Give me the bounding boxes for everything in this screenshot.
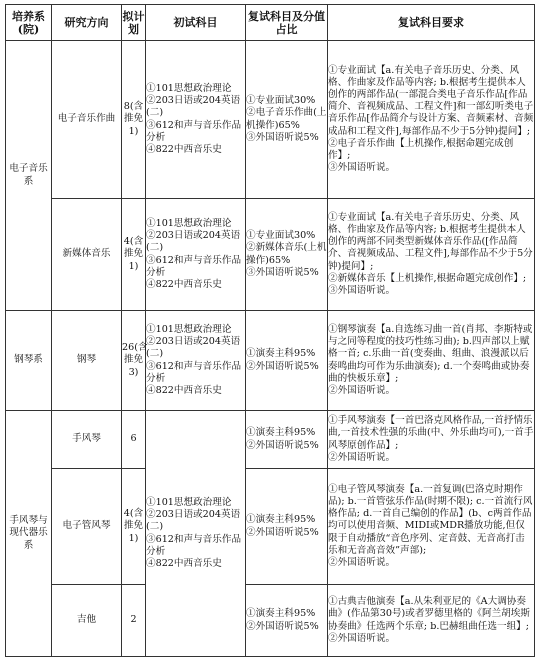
- retest-item: ①演奏主科95%: [246, 348, 316, 360]
- exam-cell: [146, 411, 246, 657]
- quota-cell: 4(含推免1): [122, 469, 146, 585]
- exam-item: ②203日语或204英语(二): [146, 230, 241, 254]
- header-exam: 初试科目: [146, 5, 246, 41]
- retest-item: ③外国语听说5%: [246, 266, 319, 278]
- requirement-item: ②新媒体音乐【上机操作,根据命题完成创作】;: [328, 272, 527, 284]
- dept-cell: 电子音乐系: [6, 41, 52, 311]
- requirements-cell: [328, 311, 535, 411]
- exam-item: ②203日语或204英语(二): [146, 509, 241, 533]
- direction-cell: 新媒体音乐: [52, 199, 122, 311]
- direction-cell: 吉他: [52, 585, 122, 657]
- header-quota: 拟计划: [122, 5, 146, 41]
- quota-cell: 26(含推免3): [122, 311, 146, 411]
- retest-item: ②外国语听说5%: [246, 439, 319, 451]
- table-row: [6, 311, 535, 411]
- header-direction: 研究方向: [52, 5, 122, 41]
- exam-item: ①101思想政治理论: [146, 496, 232, 508]
- retest-cell: [246, 41, 328, 199]
- requirement-item: ②外国语听说。: [328, 384, 396, 396]
- quota-cell: 6: [122, 411, 146, 469]
- requirement-item: ①古典吉他演奏【a.从朱利亚尼的《A大调协奏曲》(作品第30号)或者罗德里格的《阿兰胡埃斯协奏曲》任选两个乐章; b.巴赫组曲任选一组】;: [328, 596, 530, 632]
- header-retest: 复试科目及分值占比: [246, 5, 328, 41]
- quota-cell: 4(含推免1): [122, 199, 146, 311]
- requirement-item: ②外国语听说。: [328, 451, 396, 463]
- requirement-item: ①钢琴演奏【a.自选练习曲一首(肖邦、李斯特或与之同等程度的技巧性练习曲); b.四声部以上赋格一首; c.乐曲一首(变奏曲、组曲、浪漫派以后奏鸣曲均可作为乐曲演奏); d.一个奏鸣曲或协奏曲的快板乐章】;: [328, 323, 533, 384]
- quota-cell: 8(含推免1): [122, 41, 146, 199]
- exam-item: ③612和声与音乐作品分析: [146, 119, 242, 143]
- enrollment-table: [5, 4, 535, 657]
- requirement-item: ③外国语听说。: [328, 162, 396, 174]
- retest-item: ①演奏主科95%: [246, 427, 316, 439]
- retest-item: ①专业面试30%: [246, 95, 316, 107]
- exam-cell: [146, 311, 246, 411]
- exam-cell: [146, 199, 246, 311]
- exam-item: ①101思想政治理论: [146, 82, 232, 94]
- requirements-cell: [328, 41, 535, 199]
- retest-cell: [246, 469, 328, 585]
- requirement-item: ①手风琴演奏【一首巴洛克风格作品,一首抒情乐曲,一首技术性强的乐曲(中、外乐曲均可),一首手风琴原创作品】;: [328, 415, 534, 451]
- header-requirements: 复试科目要求: [328, 5, 535, 41]
- table-row: [6, 41, 535, 199]
- retest-cell: [246, 411, 328, 469]
- exam-cell: [146, 41, 246, 199]
- exam-item: ③612和声与音乐作品分析: [146, 360, 242, 384]
- requirement-item: ②外国语听说。: [328, 557, 396, 568]
- requirements-cell: [328, 469, 535, 585]
- retest-item: ②外国语听说5%: [246, 526, 319, 538]
- requirements-cell: [328, 199, 535, 311]
- table-row: [6, 585, 535, 657]
- retest-item: ②外国语听说5%: [246, 620, 319, 632]
- retest-item: ①专业面试30%: [246, 230, 316, 242]
- requirement-item: ①专业面试【a.有关电子音乐历史、分类、风格、作曲家及作品等内容; b.根据考生提供本人创作的两部不同类型新媒体音乐作品([作品简介、音视频成品、工程文件],每部作品不少于5分钟)提问】;: [328, 211, 533, 272]
- exam-item: ②203日语或204英语(二): [146, 336, 241, 360]
- retest-item: ②外国语听说5%: [246, 360, 319, 372]
- direction-cell: 手风琴: [52, 411, 122, 469]
- exam-item: ②203日语或204英语(二): [146, 95, 241, 119]
- exam-item: ①101思想政治理论: [146, 217, 232, 229]
- header-dept: 培养系(院): [6, 5, 52, 41]
- requirement-item: ②外国语听说。: [328, 632, 396, 644]
- retest-item: ②电子音乐作曲(上机操作)65%: [246, 107, 327, 131]
- table-row: [6, 199, 535, 311]
- requirement-item: ③外国语听说。: [328, 285, 396, 296]
- requirement-item: ②电子音乐作曲【上机操作,根据命题完成创作】;: [328, 137, 514, 161]
- direction-cell: 电子音乐作曲: [52, 41, 122, 199]
- dept-cell: 手风琴与现代器乐系: [6, 411, 52, 657]
- quota-cell: 2: [122, 585, 146, 657]
- retest-cell: [246, 311, 328, 411]
- retest-item: ②新媒体音乐(上机操作)65%: [246, 242, 327, 266]
- retest-item: ③外国语听说5%: [246, 131, 319, 143]
- exam-item: ④822中西音乐史: [146, 557, 222, 569]
- requirements-cell: [328, 411, 535, 469]
- table-row: [6, 469, 535, 585]
- header-row: [6, 5, 535, 41]
- requirement-item: ①电子管风琴演奏【a.一首复调(巴洛克时期作品); b.一首管弦乐作品(时期不限); c.一首流行风格作品; d.一首自己编创的作品】(b、c两首作品均可以使用音频、MIDI或MDR播放功能,但仅限于自动播放“音色序列、定音鼓、无音高打击乐和无音高音效”声部);: [328, 483, 533, 556]
- retest-item: ①演奏主科95%: [246, 514, 316, 526]
- exam-item: ①101思想政治理论: [146, 323, 232, 335]
- direction-cell: 电子管风琴: [52, 469, 122, 585]
- retest-cell: [246, 585, 328, 657]
- retest-item: ①演奏主科95%: [246, 608, 316, 620]
- table-row: [6, 411, 535, 469]
- exam-item: ④822中西音乐史: [146, 143, 222, 155]
- dept-cell: 钢琴系: [6, 311, 52, 411]
- requirements-cell: [328, 585, 535, 657]
- direction-cell: 钢琴: [52, 311, 122, 411]
- requirement-item: ①专业面试【a.有关电子音乐历史、分类、风格、作曲家及作品等内容; b.根据考生提供本人创作的两部作品(一部混合类电子音乐作品[作品简介、音视频成品、工程文件]和一部幻听类电子音乐作品[作品简介与设计方案、音频素材、音频成品和工程文件],每部作品不少于5分钟)提问】;: [328, 64, 534, 137]
- exam-item: ④822中西音乐史: [146, 278, 222, 290]
- exam-item: ③612和声与音乐作品分析: [146, 533, 242, 557]
- exam-item: ④822中西音乐史: [146, 384, 222, 396]
- exam-item: ③612和声与音乐作品分析: [146, 254, 242, 278]
- enrollment-table-wrapper: [5, 4, 534, 657]
- retest-cell: [246, 199, 328, 311]
